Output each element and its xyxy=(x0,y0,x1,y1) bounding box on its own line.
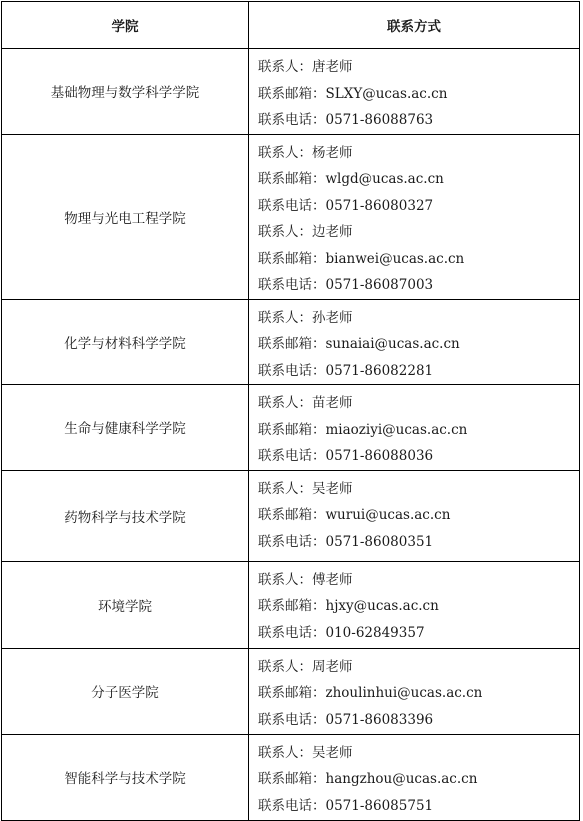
email-label: 联系邮箱： xyxy=(258,85,326,102)
email-link[interactable]: hangzhou@ucas.ac.cn xyxy=(325,771,478,787)
email-label: 联系邮箱： xyxy=(258,685,326,701)
contact-email xyxy=(258,680,579,707)
person-label: 联系人： xyxy=(258,395,312,411)
phone-label: 联系电话： xyxy=(258,277,326,293)
table-header-row xyxy=(2,2,580,49)
contact-person xyxy=(258,654,579,681)
contact-person xyxy=(258,476,579,503)
contact-phone xyxy=(258,107,579,134)
table-row xyxy=(2,734,580,820)
contact-person xyxy=(258,740,579,767)
college-name: 生命与健康科学学院 xyxy=(2,385,249,471)
email-label: 联系邮箱： xyxy=(258,507,326,523)
contact-cell xyxy=(249,470,580,561)
email-link[interactable]: zhoulinhui@ucas.ac.cn xyxy=(325,685,483,701)
person-label: 联系人： xyxy=(258,144,312,161)
phone-label: 联系电话： xyxy=(258,797,326,814)
email-link[interactable]: hjxy@ucas.ac.cn xyxy=(325,598,439,614)
email-link[interactable]: bianwei@ucas.ac.cn xyxy=(325,250,465,267)
college-name: 智能科学与技术学院 xyxy=(2,734,249,820)
email-label: 联系邮箱： xyxy=(258,171,326,187)
email-label: 联系邮箱： xyxy=(258,771,326,787)
contact-email xyxy=(258,166,579,193)
phone-label: 联系电话： xyxy=(258,197,326,214)
header-contact: 联系方式 xyxy=(249,2,580,49)
phone-number: 0571-86083396 xyxy=(325,711,434,728)
phone-number: 0571-86087003 xyxy=(325,277,434,293)
contact-person xyxy=(258,390,579,417)
email-link[interactable]: wurui@ucas.ac.cn xyxy=(325,507,451,523)
email-link[interactable]: sunaiai@ucas.ac.cn xyxy=(325,336,460,352)
contact-cell xyxy=(249,734,580,820)
phone-number: 0571-86080351 xyxy=(325,533,434,550)
college-name: 物理与光电工程学院 xyxy=(2,134,249,299)
contact-email xyxy=(258,766,579,793)
phone-label: 联系电话： xyxy=(258,112,326,128)
contact-person xyxy=(258,54,579,81)
person-name: 吴老师 xyxy=(312,480,353,497)
email-label: 联系邮箱： xyxy=(258,250,326,267)
phone-label: 联系电话： xyxy=(258,533,326,550)
contact-cell xyxy=(249,648,580,734)
person-name: 傅老师 xyxy=(312,571,353,588)
contact-phone xyxy=(258,443,579,470)
contact-email xyxy=(258,81,579,108)
person-name: 孙老师 xyxy=(312,309,353,326)
contact-phone xyxy=(258,620,579,647)
person-label: 联系人： xyxy=(258,571,312,588)
contact-cell xyxy=(249,134,580,299)
phone-label: 联系电话： xyxy=(258,624,326,641)
contact-table xyxy=(1,1,580,821)
person-name: 唐老师 xyxy=(312,59,353,75)
email-link[interactable]: wlgd@ucas.ac.cn xyxy=(325,171,444,187)
contact-cell xyxy=(249,385,580,471)
person-name: 吴老师 xyxy=(312,744,353,761)
contact-email xyxy=(258,502,579,529)
email-label: 联系邮箱： xyxy=(258,598,326,614)
contact-cell xyxy=(249,49,580,135)
person-name: 杨老师 xyxy=(312,144,353,161)
contact-phone xyxy=(258,193,579,220)
email-link[interactable]: miaoziyi@ucas.ac.cn xyxy=(325,421,468,438)
phone-number: 0571-86082281 xyxy=(325,362,434,379)
college-name: 化学与材料科学学院 xyxy=(2,299,249,385)
table-row xyxy=(2,648,580,734)
phone-label: 联系电话： xyxy=(258,448,326,464)
person-label: 联系人： xyxy=(258,744,312,761)
person-name: 苗老师 xyxy=(312,395,353,411)
contact-person xyxy=(258,305,579,332)
phone-number: 0571-86088036 xyxy=(325,448,434,464)
table-row xyxy=(2,470,580,561)
college-name: 分子医学院 xyxy=(2,648,249,734)
table-row xyxy=(2,134,580,299)
contact-phone xyxy=(258,529,579,556)
phone-number: 0571-86080327 xyxy=(325,197,434,214)
contact-phone xyxy=(258,358,579,385)
header-college: 学院 xyxy=(2,2,249,49)
phone-number: 010-62849357 xyxy=(325,624,425,641)
contact-person xyxy=(258,140,579,167)
contact-phone xyxy=(258,272,579,299)
contact-person xyxy=(258,219,579,246)
college-name: 基础物理与数学科学学院 xyxy=(2,49,249,135)
email-label: 联系邮箱： xyxy=(258,336,326,352)
person-label: 联系人： xyxy=(258,658,312,675)
phone-number: 0571-86085751 xyxy=(325,797,434,814)
person-label: 联系人： xyxy=(258,59,312,75)
contact-phone xyxy=(258,707,579,734)
email-label: 联系邮箱： xyxy=(258,421,326,438)
contact-cell xyxy=(249,299,580,385)
college-name: 药物科学与技术学院 xyxy=(2,470,249,561)
contact-cell xyxy=(249,561,580,648)
table-row xyxy=(2,299,580,385)
phone-label: 联系电话： xyxy=(258,711,326,728)
college-name: 环境学院 xyxy=(2,561,249,648)
contact-person xyxy=(258,567,579,594)
person-label: 联系人： xyxy=(258,224,312,240)
email-link[interactable]: SLXY@ucas.ac.cn xyxy=(325,85,448,102)
contact-phone xyxy=(258,793,579,820)
phone-number: 0571-86088763 xyxy=(325,112,434,128)
contact-email xyxy=(258,331,579,358)
phone-label: 联系电话： xyxy=(258,362,326,379)
contact-email xyxy=(258,246,579,273)
person-label: 联系人： xyxy=(258,309,312,326)
contact-email xyxy=(258,417,579,444)
contact-email xyxy=(258,593,579,620)
table-row xyxy=(2,561,580,648)
table-row xyxy=(2,385,580,471)
person-label: 联系人： xyxy=(258,480,312,497)
table-row xyxy=(2,49,580,135)
person-name: 周老师 xyxy=(312,658,353,675)
person-name: 边老师 xyxy=(312,224,353,240)
